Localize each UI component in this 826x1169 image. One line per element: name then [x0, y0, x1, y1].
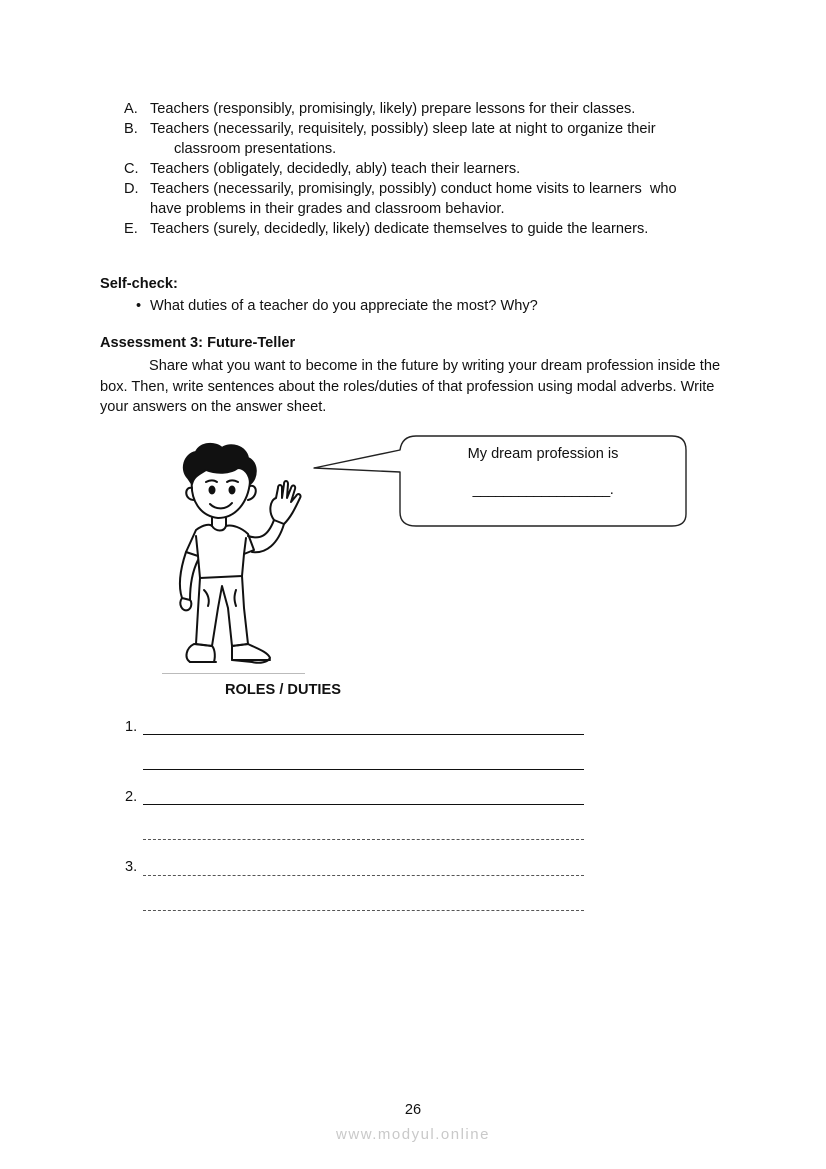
item-letter: A.	[124, 101, 138, 117]
answer-line[interactable]	[143, 875, 584, 876]
item-line-continued: have problems in their grades and classroom behavior.	[150, 201, 505, 217]
answer-number-1: 1.	[125, 719, 138, 735]
item-text	[150, 179, 744, 219]
item-text	[150, 119, 744, 159]
item-letter: B.	[124, 121, 138, 137]
item-line: Teachers (necessarily, promisingly, possibly) conduct home visits to learners who	[150, 181, 677, 197]
exercise-item-e	[124, 219, 744, 239]
answer-number-3: 3.	[125, 859, 138, 875]
answer-line[interactable]	[143, 804, 584, 805]
self-check-title: Self-check:	[100, 276, 178, 292]
item-letter: E.	[124, 221, 138, 237]
roles-duties-title: ROLES / DUTIES	[225, 682, 341, 698]
waving-boy-illustration	[160, 440, 310, 676]
page-number: 26	[404, 1102, 422, 1118]
exercise-item-a	[124, 99, 744, 119]
speech-bubble-text: My dream profession is	[467, 446, 619, 462]
answer-line[interactable]	[143, 839, 584, 840]
item-text: Teachers (obligately, decidedly, ably) teach their learners.	[150, 161, 521, 177]
self-check-text: What duties of a teacher do you appreciate the most? Why?	[150, 298, 538, 314]
answer-line[interactable]	[143, 769, 584, 770]
item-letter: D.	[124, 181, 139, 197]
self-check-question	[136, 298, 538, 314]
exercise-item-c	[124, 159, 744, 179]
item-text: Teachers (responsibly, promisingly, likely) prepare lessons for their classes.	[150, 101, 636, 117]
bullet-icon: •	[136, 298, 142, 314]
dream-profession-blank[interactable]: __________________.	[472, 482, 614, 498]
exercise-list	[124, 99, 744, 239]
illustration-baseline	[162, 673, 305, 674]
item-line-continued: classroom presentations.	[174, 141, 337, 157]
exercise-item-b	[124, 119, 744, 159]
item-letter: C.	[124, 161, 139, 177]
assessment-title: Assessment 3: Future-Teller	[100, 335, 296, 351]
answer-number-2: 2.	[125, 789, 138, 805]
assessment-instructions: Share what you want to become in the future by writing your dream profession inside the box. Then, write sentences about the roles/duties of that profession using modal adverbs. Write your answers on the answer sheet.	[100, 358, 721, 415]
exercise-item-d	[124, 179, 744, 219]
answer-line[interactable]	[143, 734, 584, 735]
answer-line[interactable]	[143, 910, 584, 911]
watermark: www.modyul.online	[336, 1126, 490, 1143]
item-line: Teachers (necessarily, requisitely, possibly) sleep late at night to organize their	[150, 121, 656, 137]
item-text: Teachers (surely, decidedly, likely) dedicate themselves to guide the learners.	[150, 221, 649, 237]
